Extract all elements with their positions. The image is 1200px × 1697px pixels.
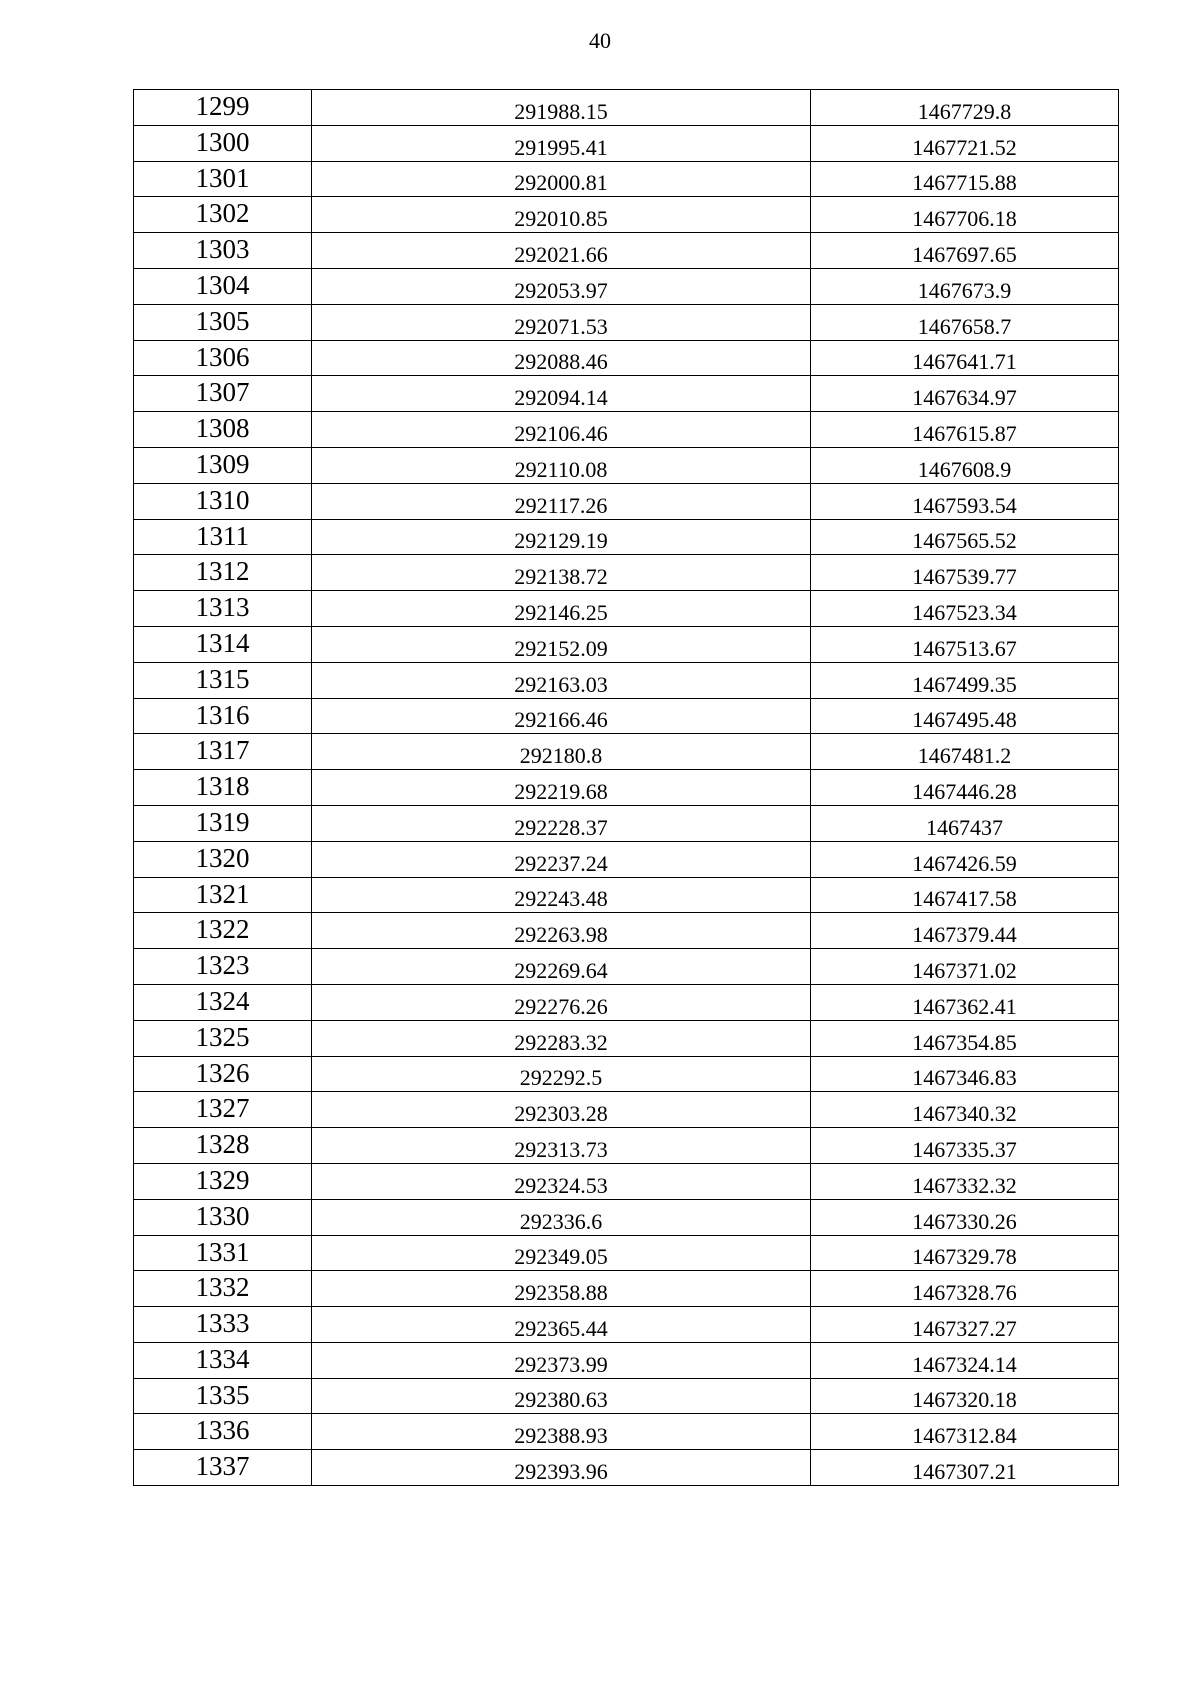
x-coordinate-cell: 292152.09	[312, 626, 811, 662]
point-number-cell: 1313	[134, 591, 312, 627]
point-number-cell: 1310	[134, 483, 312, 519]
point-number-cell: 1330	[134, 1199, 312, 1235]
table-row	[134, 1342, 1119, 1378]
point-number-cell: 1331	[134, 1235, 312, 1271]
table-row	[134, 161, 1119, 197]
y-coordinate-cell: 1467608.9	[811, 447, 1119, 483]
point-number-cell: 1314	[134, 626, 312, 662]
table-row	[134, 447, 1119, 483]
point-number-cell: 1316	[134, 698, 312, 734]
y-coordinate-cell: 1467340.32	[811, 1092, 1119, 1128]
point-number-cell: 1315	[134, 662, 312, 698]
y-coordinate-cell: 1467658.7	[811, 304, 1119, 340]
table-row	[134, 1163, 1119, 1199]
x-coordinate-cell: 291988.15	[312, 90, 811, 126]
x-coordinate-cell: 292129.19	[312, 519, 811, 555]
y-coordinate-cell: 1467329.78	[811, 1235, 1119, 1271]
point-number-cell: 1321	[134, 877, 312, 913]
y-coordinate-cell: 1467697.65	[811, 233, 1119, 269]
table-row	[134, 984, 1119, 1020]
y-coordinate-cell: 1467706.18	[811, 197, 1119, 233]
x-coordinate-cell: 292324.53	[312, 1163, 811, 1199]
table-row	[134, 1378, 1119, 1414]
x-coordinate-cell: 292283.32	[312, 1020, 811, 1056]
table-row	[134, 1307, 1119, 1343]
y-coordinate-cell: 1467513.67	[811, 626, 1119, 662]
table-row	[134, 913, 1119, 949]
x-coordinate-cell: 292276.26	[312, 984, 811, 1020]
point-number-cell: 1324	[134, 984, 312, 1020]
table-row	[134, 662, 1119, 698]
table-row	[134, 268, 1119, 304]
coordinates-table	[133, 89, 1119, 1486]
y-coordinate-cell: 1467673.9	[811, 268, 1119, 304]
x-coordinate-cell: 292053.97	[312, 268, 811, 304]
point-number-cell: 1301	[134, 161, 312, 197]
table-row	[134, 734, 1119, 770]
y-coordinate-cell: 1467320.18	[811, 1378, 1119, 1414]
x-coordinate-cell: 292292.5	[312, 1056, 811, 1092]
table-row	[134, 698, 1119, 734]
x-coordinate-cell: 292380.63	[312, 1378, 811, 1414]
point-number-cell: 1334	[134, 1342, 312, 1378]
x-coordinate-cell: 292163.03	[312, 662, 811, 698]
table-row	[134, 1199, 1119, 1235]
y-coordinate-cell: 1467481.2	[811, 734, 1119, 770]
y-coordinate-cell: 1467729.8	[811, 90, 1119, 126]
x-coordinate-cell: 292365.44	[312, 1307, 811, 1343]
y-coordinate-cell: 1467721.52	[811, 125, 1119, 161]
x-coordinate-cell: 292243.48	[312, 877, 811, 913]
point-number-cell: 1335	[134, 1378, 312, 1414]
point-number-cell: 1309	[134, 447, 312, 483]
table-row	[134, 555, 1119, 591]
point-number-cell: 1337	[134, 1450, 312, 1486]
point-number-cell: 1312	[134, 555, 312, 591]
x-coordinate-cell: 292138.72	[312, 555, 811, 591]
table-row	[134, 340, 1119, 376]
x-coordinate-cell: 292117.26	[312, 483, 811, 519]
x-coordinate-cell: 292336.6	[312, 1199, 811, 1235]
y-coordinate-cell: 1467417.58	[811, 877, 1119, 913]
table-row	[134, 1020, 1119, 1056]
x-coordinate-cell: 292393.96	[312, 1450, 811, 1486]
table-row	[134, 90, 1119, 126]
point-number-cell: 1320	[134, 841, 312, 877]
point-number-cell: 1319	[134, 805, 312, 841]
point-number-cell: 1327	[134, 1092, 312, 1128]
y-coordinate-cell: 1467328.76	[811, 1271, 1119, 1307]
x-coordinate-cell: 292000.81	[312, 161, 811, 197]
y-coordinate-cell: 1467327.27	[811, 1307, 1119, 1343]
table-row	[134, 1450, 1119, 1486]
point-number-cell: 1302	[134, 197, 312, 233]
point-number-cell: 1323	[134, 949, 312, 985]
table-row	[134, 483, 1119, 519]
point-number-cell: 1328	[134, 1128, 312, 1164]
point-number-cell: 1336	[134, 1414, 312, 1450]
y-coordinate-cell: 1467641.71	[811, 340, 1119, 376]
point-number-cell: 1332	[134, 1271, 312, 1307]
x-coordinate-cell: 292313.73	[312, 1128, 811, 1164]
table-row	[134, 591, 1119, 627]
point-number-cell: 1304	[134, 268, 312, 304]
point-number-cell: 1322	[134, 913, 312, 949]
y-coordinate-cell: 1467446.28	[811, 770, 1119, 806]
y-coordinate-cell: 1467593.54	[811, 483, 1119, 519]
x-coordinate-cell: 292166.46	[312, 698, 811, 734]
y-coordinate-cell: 1467362.41	[811, 984, 1119, 1020]
y-coordinate-cell: 1467324.14	[811, 1342, 1119, 1378]
table-row	[134, 197, 1119, 233]
point-number-cell: 1317	[134, 734, 312, 770]
y-coordinate-cell: 1467312.84	[811, 1414, 1119, 1450]
point-number-cell: 1306	[134, 340, 312, 376]
point-number-cell: 1305	[134, 304, 312, 340]
point-number-cell: 1329	[134, 1163, 312, 1199]
x-coordinate-cell: 292263.98	[312, 913, 811, 949]
table-row	[134, 770, 1119, 806]
y-coordinate-cell: 1467354.85	[811, 1020, 1119, 1056]
x-coordinate-cell: 291995.41	[312, 125, 811, 161]
y-coordinate-cell: 1467715.88	[811, 161, 1119, 197]
y-coordinate-cell: 1467565.52	[811, 519, 1119, 555]
table-row	[134, 376, 1119, 412]
x-coordinate-cell: 292094.14	[312, 376, 811, 412]
point-number-cell: 1318	[134, 770, 312, 806]
point-number-cell: 1299	[134, 90, 312, 126]
y-coordinate-cell: 1467371.02	[811, 949, 1119, 985]
table-row	[134, 805, 1119, 841]
point-number-cell: 1300	[134, 125, 312, 161]
x-coordinate-cell: 292373.99	[312, 1342, 811, 1378]
x-coordinate-cell: 292388.93	[312, 1414, 811, 1450]
x-coordinate-cell: 292180.8	[312, 734, 811, 770]
y-coordinate-cell: 1467523.34	[811, 591, 1119, 627]
x-coordinate-cell: 292088.46	[312, 340, 811, 376]
table-row	[134, 1271, 1119, 1307]
table-row	[134, 412, 1119, 448]
point-number-cell: 1308	[134, 412, 312, 448]
y-coordinate-cell: 1467634.97	[811, 376, 1119, 412]
x-coordinate-cell: 292303.28	[312, 1092, 811, 1128]
x-coordinate-cell: 292021.66	[312, 233, 811, 269]
y-coordinate-cell: 1467379.44	[811, 913, 1119, 949]
table-row	[134, 626, 1119, 662]
x-coordinate-cell: 292349.05	[312, 1235, 811, 1271]
x-coordinate-cell: 292146.25	[312, 591, 811, 627]
y-coordinate-cell: 1467495.48	[811, 698, 1119, 734]
x-coordinate-cell: 292071.53	[312, 304, 811, 340]
point-number-cell: 1333	[134, 1307, 312, 1343]
y-coordinate-cell: 1467539.77	[811, 555, 1119, 591]
y-coordinate-cell: 1467330.26	[811, 1199, 1119, 1235]
x-coordinate-cell: 292219.68	[312, 770, 811, 806]
x-coordinate-cell: 292110.08	[312, 447, 811, 483]
x-coordinate-cell: 292237.24	[312, 841, 811, 877]
y-coordinate-cell: 1467437	[811, 805, 1119, 841]
table-row	[134, 1414, 1119, 1450]
table-row	[134, 1056, 1119, 1092]
point-number-cell: 1326	[134, 1056, 312, 1092]
point-number-cell: 1311	[134, 519, 312, 555]
table-row	[134, 1235, 1119, 1271]
point-number-cell: 1303	[134, 233, 312, 269]
table-row	[134, 233, 1119, 269]
x-coordinate-cell: 292010.85	[312, 197, 811, 233]
x-coordinate-cell: 292269.64	[312, 949, 811, 985]
y-coordinate-cell: 1467346.83	[811, 1056, 1119, 1092]
y-coordinate-cell: 1467335.37	[811, 1128, 1119, 1164]
y-coordinate-cell: 1467307.21	[811, 1450, 1119, 1486]
table-row	[134, 304, 1119, 340]
y-coordinate-cell: 1467332.32	[811, 1163, 1119, 1199]
table-body	[134, 90, 1119, 1486]
x-coordinate-cell: 292358.88	[312, 1271, 811, 1307]
y-coordinate-cell: 1467426.59	[811, 841, 1119, 877]
table-row	[134, 877, 1119, 913]
page-number: 40	[589, 28, 611, 53]
x-coordinate-cell: 292106.46	[312, 412, 811, 448]
table-row	[134, 1128, 1119, 1164]
y-coordinate-cell: 1467499.35	[811, 662, 1119, 698]
table-row	[134, 519, 1119, 555]
table-row	[134, 125, 1119, 161]
table-row	[134, 841, 1119, 877]
table-row	[134, 949, 1119, 985]
table-row	[134, 1092, 1119, 1128]
x-coordinate-cell: 292228.37	[312, 805, 811, 841]
point-number-cell: 1325	[134, 1020, 312, 1056]
point-number-cell: 1307	[134, 376, 312, 412]
y-coordinate-cell: 1467615.87	[811, 412, 1119, 448]
